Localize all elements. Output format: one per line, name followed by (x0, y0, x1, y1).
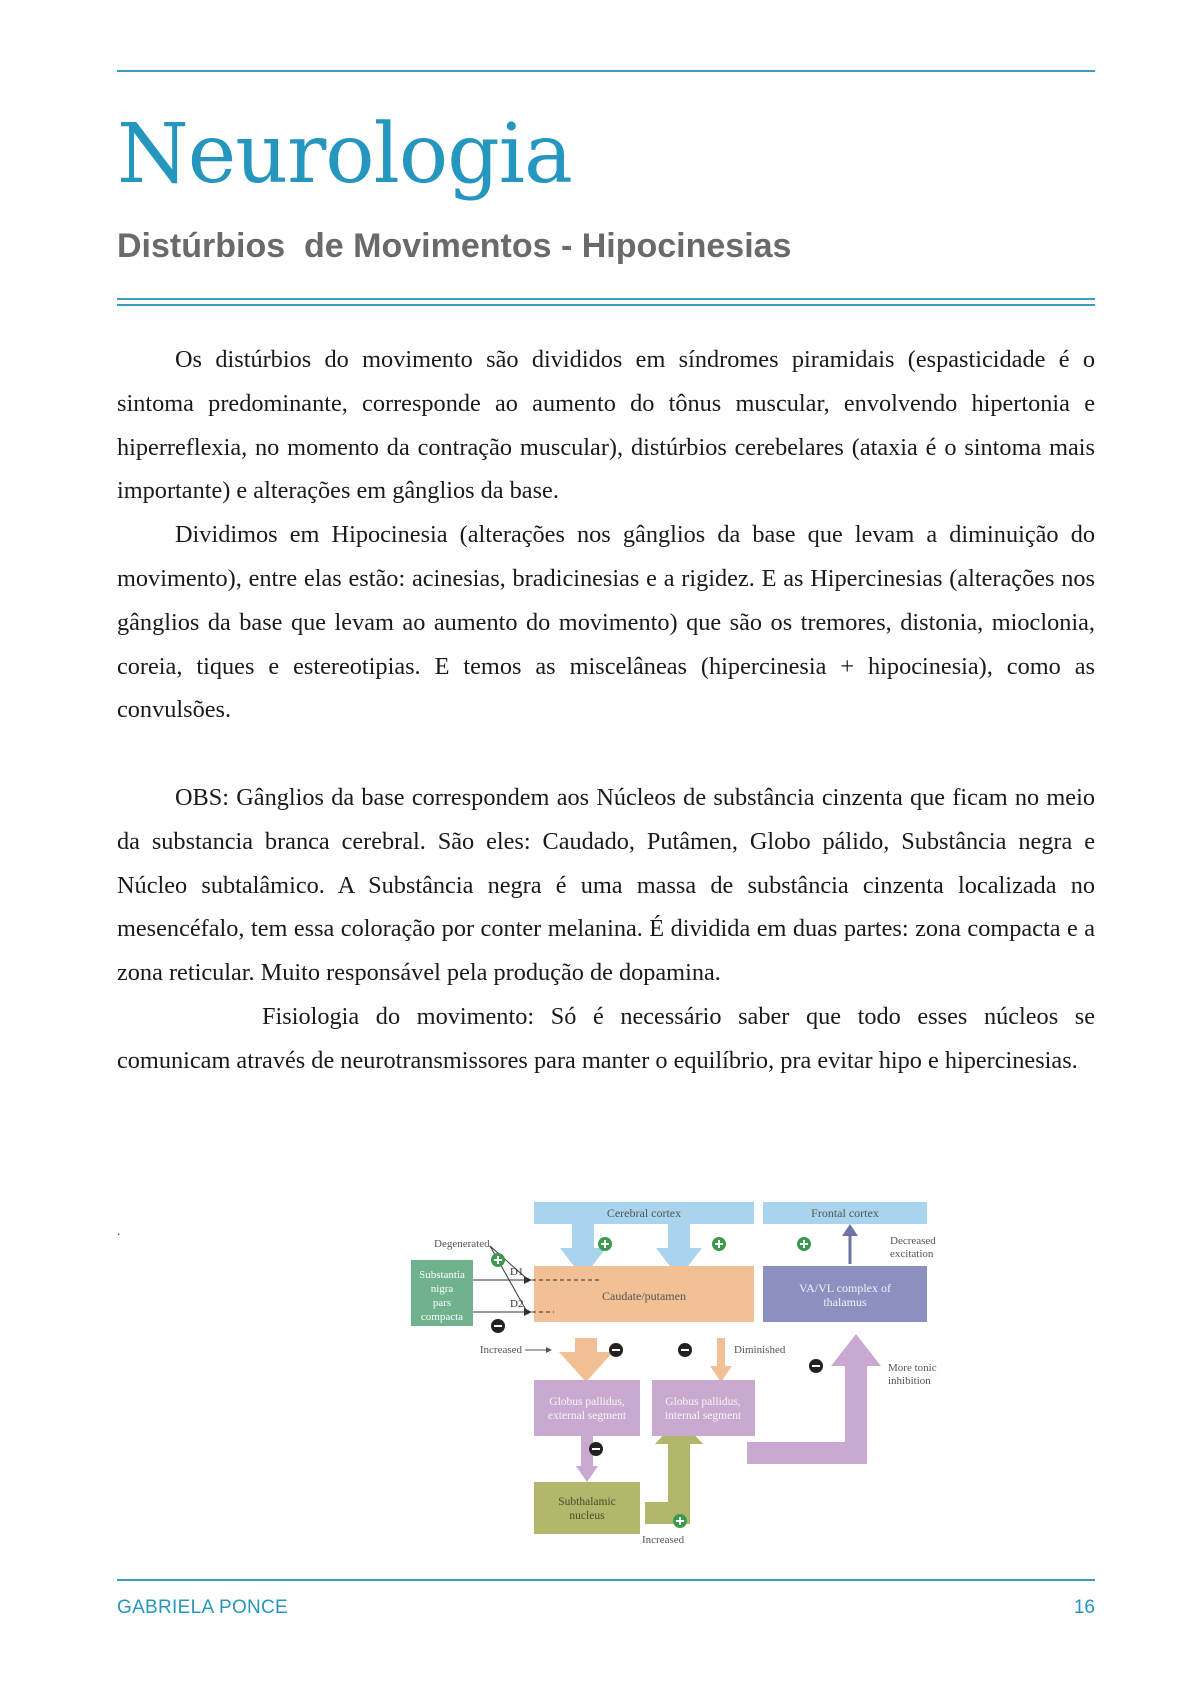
thalamus-label-line1: VA/VL complex of (799, 1281, 891, 1295)
gp-external-box (534, 1380, 640, 1436)
subthalamic-box (534, 1482, 640, 1534)
footer-author: GABRIELA PONCE (117, 1597, 289, 1618)
paragraph-observation: OBS: Gânglios da base correspondem aos Núcleos de substância cinzenta que ficam no meio da substancia branca cerebral. São eles: Caudado, Putâmen, Globo pálido, Substância negra e Núcleo subtalâmico. A Substância negra é uma massa de substância cinzenta localizada no mesencéfalo, tem essa coloração por conter melanina. É dividida em duas partes: zona compacta e a zona reticular. Muito responsável pela produção de dopamina. (117, 783, 1095, 987)
minus-sign-d2 (491, 1319, 505, 1333)
page-subtitle: Distúrbios de Movimentos - Hipocinesias (117, 227, 792, 265)
plus-sign-d1 (491, 1253, 505, 1267)
nigra-label-line4: compacta (420, 1311, 464, 1323)
gp-internal-box (652, 1380, 755, 1436)
nigra-label-line2: nigra (430, 1283, 454, 1295)
more-tonic-inhibition-line2: inhibition (888, 1375, 931, 1387)
gpe-to-subthalamic-arrow (576, 1434, 598, 1482)
plus-sign-cortex-left (598, 1237, 612, 1251)
nigra-label-line3: pars (432, 1297, 452, 1309)
basal-ganglia-diagram (419, 1200, 1012, 1550)
gp-internal-label-line1: Globus pallidus, (665, 1396, 741, 1408)
body-text (117, 338, 1095, 1083)
frontal-cortex-label: Frontal cortex (811, 1206, 879, 1220)
thalamus-to-frontal-arrow (842, 1224, 858, 1264)
more-tonic-inhibition-line1: More tonic (888, 1362, 937, 1374)
d1-label: D1 (510, 1266, 524, 1278)
gp-internal-label-line2: internal segment (664, 1410, 742, 1422)
minus-sign-gpi (678, 1343, 692, 1357)
plus-sign-thalamus (797, 1237, 811, 1251)
increased-left-label: Increased (479, 1344, 522, 1356)
stray-mark: . (117, 1224, 121, 1239)
page-title: Neurologia (117, 107, 572, 202)
footer-page-number: 16 (1073, 1597, 1095, 1618)
paragraph-intro: Os distúrbios do movimento são divididos em síndromes piramidais (espasticidade é o sintoma predominante, corresponde ao aumento do tônus muscular, envolvendo hipertonia e hiperreflexia, no momento da contração muscular), distúrbios cerebelares (ataxia é o sintoma mais importante) e alterações em gânglios da base. (117, 346, 1095, 505)
plus-sign-subthalamic (673, 1514, 687, 1528)
diminished-label: Diminished (734, 1344, 786, 1356)
decreased-excitation-line1: Decreased (890, 1235, 936, 1247)
decreased-excitation-line2: excitation (890, 1248, 934, 1260)
cerebral-cortex-label: Cerebral cortex (606, 1206, 682, 1220)
caudate-to-gp-arrows (559, 1338, 732, 1382)
header-rule-upper (117, 298, 1095, 300)
d2-label: D2 (510, 1298, 524, 1310)
thalamus-label-line2: thalamus (823, 1295, 867, 1309)
caudate-putamen-label: Caudate/putamen (602, 1289, 686, 1303)
gp-external-label-line1: Globus pallidus, (549, 1396, 625, 1408)
minus-sign-subthalamic (589, 1442, 603, 1456)
degenerated-label: Degenerated (434, 1238, 490, 1250)
paragraph-physiology: Fisiologia do movimento: Só é necessário saber que todo esses núcleos se comunicam através de neurotransmissores para manter o equilíbrio, pra evitar hipo e hipercinesias. (117, 1002, 1095, 1074)
nigra-label-line1: Substantia (419, 1269, 465, 1281)
header-rule-lower (117, 304, 1095, 306)
minus-sign-gpe (609, 1343, 623, 1357)
subthalamic-label-line1: Subthalamic (558, 1496, 616, 1508)
minus-sign-thalamus (809, 1359, 823, 1373)
subthalamic-label-line2: nucleus (569, 1510, 605, 1522)
footer-rule (117, 1579, 1095, 1581)
increased-bottom-label: Increased (642, 1534, 685, 1546)
gp-external-label-line2: external segment (547, 1410, 627, 1422)
top-rule (117, 70, 1095, 72)
plus-sign-cortex-right (712, 1237, 726, 1251)
paragraph-classification: Dividimos em Hipocinesia (alterações nos gânglios da base que levam a diminuição do movimento), entre elas estão: acinesias, bradicinesias e a rigidez. E as Hipercinesias (alterações nos gânglios da base que levam ao aumento do movimento) que são os tremores, distonia, mioclonia, coreia, tiques e estereotipias. E temos as miscelâneas (hipercinesia + hipocinesia), como as convulsões. (117, 521, 1095, 724)
